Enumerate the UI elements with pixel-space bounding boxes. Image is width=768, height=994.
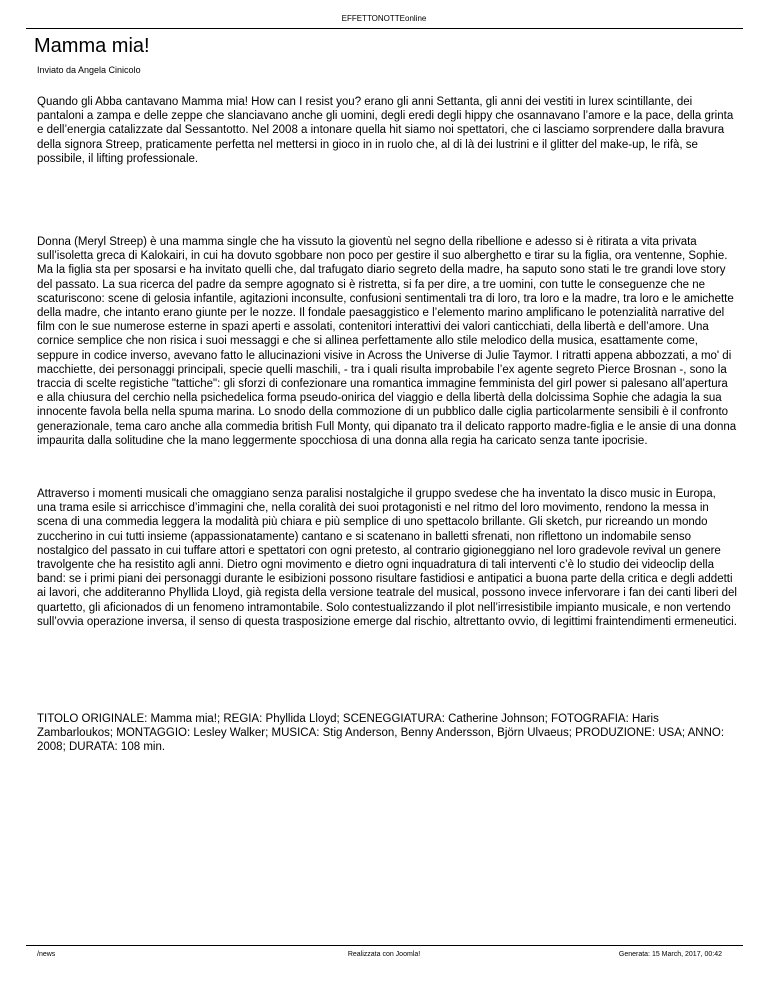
footer-path: /news [37, 951, 56, 958]
film-credits: TITOLO ORIGINALE: Mamma mia!; REGIA: Phyllida Lloyd; SCENEGGIATURA: Catherine Johnson; FOTOGRAFIA: Haris Zambarloukos; MONTAGGIO: Lesley Walker; MUSICA: Stig Anderson, Benny Andersson, Björn Ulvaeus; PRODUZIONE: USA; ANNO: 2008; DURATA: 108 min. [37, 713, 725, 754]
article-paragraph-3: Attraverso i momenti musicali che omaggiano senza paralisi nostalgiche il gruppo svedese che ha inventato la disco music in Europa, una trama esile si arricchisce d’immagini che, nella coralità dei suoi protagonisti e nel ritmo del loro movimento, rendono la messa in scena di una commedia leggera la modalità più chiara e più semplice di uno spettacolo brillante. Gli sketch, pur ricreando un mondo zuccherino in cui tutti insieme (appassionatamente) cantano e si scatenano in balletti sfrenati, non riflettono un indomabile senso nostalgico del passato in cui tuffare attori e spettatori con ogni pretesto, al contrario gigioneggiano nel loro gradevole revival un genere travolgente che ha resistito agli anni. Dietro ogni movimento e dietro ogni inquadratura di tali interventi c’è lo studio dei videoclip della band: se i primi piani dei personaggi durante le esibizioni possono risultare fastidiosi e antipatici a buona parte della critica e degli addetti ai lavori, che additeranno Phyllida Lloyd, già regista della versione teatrale del musical, possono invece infervorare i fan dei canti liberi del quartetto, gli aficionados di un fenomeno intramontabile. Solo contestualizzando il plot nell’irresistibile impianto musicale, e non vertendo sull’ovvia operazione inversa, il senso di questa trasposizione emerge dal rischio, altrettanto ovvio, di legittimi fraintendimenti ermeneutici. [37, 488, 737, 628]
site-header: EFFETTONOTTEonline [341, 14, 427, 23]
article-byline: Inviato da Angela Cinicolo [37, 65, 141, 75]
article-title: Mamma mia! [34, 35, 150, 57]
header-divider [26, 28, 743, 29]
footer-powered-by: Realizzata con Joomla! [347, 951, 421, 958]
article-paragraph-1: Quando gli Abba cantavano Mamma mia! How can I resist you? erano gli anni Settanta, gli anni dei vestiti in lurex scintillante, dei pantaloni a zampa e delle zeppe che slanciavano anche gli uomini, degli eredi degli hippy che osannavano l’amore e la pace, della grinta e dell’energia catalizzate dal Sessantotto. Nel 2008 a intonare quella hit siamo noi spettatori, che ci lasciamo sorprendere dalla bravura della signora Streep, praticamente perfetta nel mettersi in gioco in in ruolo che, al di là dei lustrini e il glitter del make-up, le rifà, se possibile, il lifting professionale. [37, 96, 734, 165]
article-paragraph-2: Donna (Meryl Streep) è una mamma single che ha vissuto la gioventù nel segno della ribellione e adesso si è ritirata a vita privata sull’isoletta greca di Kalokairi, in cui ha dovuto sgobbare non poco per gestire il suo alberghetto e tirar su la figlia, ora ventenne, Sophie. Ma la figlia sta per sposarsi e ha invitato quelli che, dal trafugato diario segreto della madre, ha saputo sono stati le tre grandi love story del passato. La sua ricerca del padre da sempre agognato si è ristretta, si fa per dire, a tre uomini, con tutte le conseguenze che ne scaturiscono: scene di gelosia infantile, agitazioni inconsulte, confusioni sentimentali tra di loro, tra loro e la madre, tra loro e le amichette della madre, che intanto erano giunte per le nozze. Il fondale paesaggistico e l’elemento marino amplificano le potenzialità narrative del film con le sue numerose esterne in spazi aperti e assolati, contenitori interattivi dei valori canticchiati, della libertà e dell’amore. Una cornice semplice che non risica i suoi messaggi e che si allinea perfettamente allo stile melodico della musica, esattamente come, seppure in codice inverso, avevano fatto le allucinazioni visive in Across the Universe di Julie Taymor. I ritratti appena abbozzati, a mo' di macchiette, dei personaggi principali, specie quelli maschili, - tra i quali risulta improbabile l’ex agente segreto Pierce Brosnan -, sono la traccia di scelte registiche "tattiche": gli sforzi di confezionare una romantica immagine femminista del girl power si palesano all’apertura e alla chiusura del cerchio nella psichedelica forma pseudo-onirica del viaggio e della libertà della dolcissima Sophie che adagia la sua innocente favola bella nella spuma marina. Lo snodo della commozione di un pubblico dalle ciglia particolarmente sensibili è il confronto generazionale, tema caro anche alla commedia british Full Monty, qui dipanato tra il delicato rapporto madre-figlia e le ansie di una donna impaurita dalla solitudine che la mano leggermente spocchiosa di una donna alla regia ha caricato senza tante ipocrisie. [37, 236, 737, 447]
footer-divider [26, 945, 743, 946]
footer-generated-date: Generata: 15 March, 2017, 00:42 [618, 951, 722, 958]
